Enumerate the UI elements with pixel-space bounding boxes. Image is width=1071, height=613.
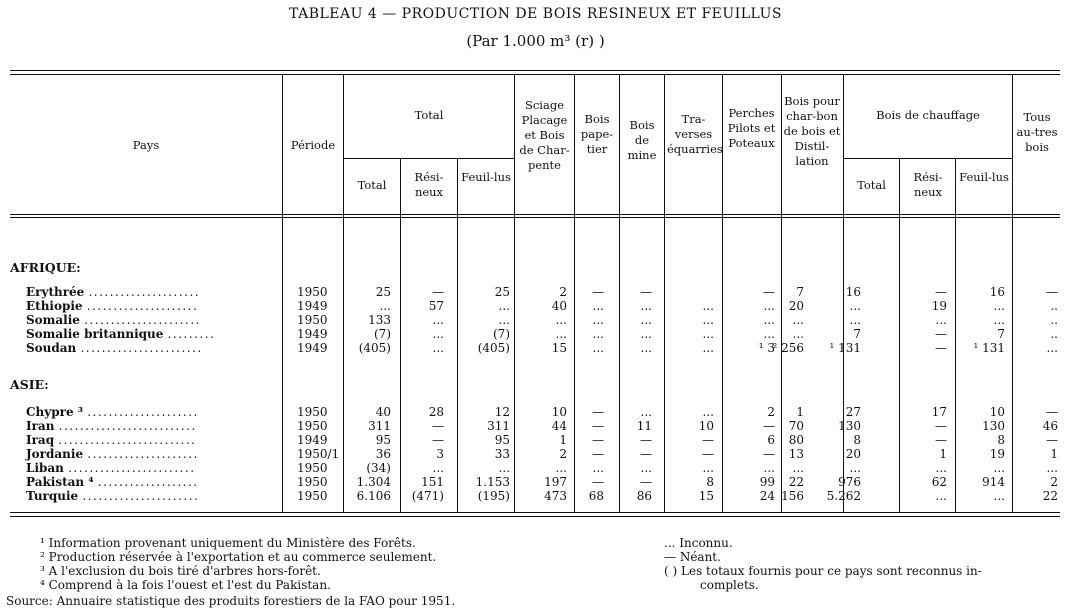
- table-cell: ...: [702, 327, 714, 341]
- table-cell: 46: [1042, 419, 1058, 433]
- country-name: Iraq: [26, 433, 59, 447]
- table-cell: 151: [421, 475, 444, 489]
- table-cell: 2: [1050, 475, 1058, 489]
- table-cell: 27: [845, 405, 861, 419]
- table-cell: 7: [853, 327, 861, 341]
- table-cell: 10: [551, 405, 567, 419]
- row-periode: 1950: [297, 419, 328, 433]
- table-cell: 8: [853, 433, 861, 447]
- table-cell: ¹ 3: [758, 341, 775, 355]
- table-cell: 197: [544, 475, 567, 489]
- table-cell: ...: [935, 489, 947, 503]
- header-sciage: Sciage Placage et Bois de Char-pente: [519, 98, 570, 172]
- table-cell: —: [935, 327, 947, 341]
- country-name: Jordanie: [26, 447, 88, 461]
- table-cell: ...: [1046, 341, 1058, 355]
- col-sep: [781, 74, 782, 512]
- table-cell: —: [432, 285, 444, 299]
- table-cell: 25: [494, 285, 510, 299]
- table-cell: 86: [636, 489, 652, 503]
- table-cell: (7): [374, 327, 391, 341]
- table-cell: 6: [767, 433, 775, 447]
- header-ch-total: Total: [857, 178, 886, 192]
- table-cell: ...: [763, 313, 775, 327]
- table-cell: 6.106: [356, 489, 391, 503]
- table-cell: —: [592, 419, 604, 433]
- leader-dots: .....................: [88, 285, 201, 299]
- col-sep: [619, 74, 620, 512]
- table-cell: 12: [494, 405, 510, 419]
- table-cell: 3: [436, 447, 444, 461]
- table-cell: 15: [551, 341, 567, 355]
- footnote: ² Production réservée à l'exportation et au commerce seulement.: [40, 550, 437, 564]
- header-feuillus: Feuil-lus: [461, 170, 511, 184]
- table-cell: ...: [640, 405, 652, 419]
- table-cell: 95: [494, 433, 510, 447]
- table-cell: ¹ 131: [829, 341, 861, 355]
- section-heading: ASIE:: [10, 377, 49, 392]
- table-cell: 2: [767, 405, 775, 419]
- table-cell: —: [592, 447, 604, 461]
- table-cell: —: [432, 419, 444, 433]
- table-cell: ...: [640, 461, 652, 475]
- header-perches: Perches Pilots et Poteaux: [727, 106, 776, 150]
- table-cell: 13: [788, 447, 804, 461]
- table-cell: ...: [432, 341, 444, 355]
- header-total-group: Total: [414, 108, 444, 122]
- row-country: [26, 475, 199, 489]
- table-cell: ...: [763, 327, 775, 341]
- table-cell: 130: [838, 419, 861, 433]
- table-cell: —: [702, 433, 714, 447]
- table-cell: —: [640, 285, 652, 299]
- row-periode: 1949: [297, 327, 328, 341]
- table-cell: (34): [366, 461, 391, 475]
- table-cell: 24: [759, 489, 775, 503]
- table-cell: 2: [559, 285, 567, 299]
- table-cell: ...: [592, 313, 604, 327]
- table-cell: ...: [498, 461, 510, 475]
- table-cell: 22: [1042, 489, 1058, 503]
- leader-dots: ......................: [82, 489, 200, 503]
- table-cell: 8: [706, 475, 714, 489]
- table-cell: 40: [551, 299, 567, 313]
- legend-item: complets.: [700, 578, 759, 592]
- table-cell: ...: [1046, 461, 1058, 475]
- leader-dots: ......................: [84, 313, 201, 327]
- country-name: Chypre ³: [26, 405, 88, 419]
- col-sep: [955, 158, 956, 512]
- table-cell: 10: [989, 405, 1005, 419]
- row-country: [26, 489, 199, 503]
- table-cell: ...: [432, 313, 444, 327]
- leader-dots: .......................: [80, 341, 203, 355]
- table-cell: 976: [838, 475, 861, 489]
- table-cell: ...: [379, 299, 391, 313]
- legend-item: ... Inconnu.: [664, 536, 733, 550]
- rule-bottom-1: [10, 512, 1060, 513]
- country-name: Liban: [26, 461, 69, 475]
- header-charbon: Bois pour char-bon de bois et Distil-lation: [783, 94, 841, 168]
- rule-total-group: [343, 158, 514, 159]
- table-cell: ...: [702, 299, 714, 313]
- table-cell: 7: [997, 327, 1005, 341]
- table-cell: ...: [432, 327, 444, 341]
- country-name: Ethiopie: [26, 299, 87, 313]
- table-cell: ...: [935, 461, 947, 475]
- table-cell: 11: [636, 419, 652, 433]
- legend-item: — Néant.: [664, 550, 721, 564]
- table-cell: ...: [792, 313, 804, 327]
- table-cell: ...: [792, 461, 804, 475]
- table-cell: 19: [989, 447, 1005, 461]
- table-cell: —: [702, 447, 714, 461]
- table-cell: ...: [555, 461, 567, 475]
- country-name: Somalie: [26, 313, 85, 327]
- table-cell: (471): [411, 489, 444, 503]
- row-country: [26, 405, 199, 419]
- table-cell: 16: [989, 285, 1005, 299]
- table-cell: ...: [555, 313, 567, 327]
- table-cell: ...: [592, 327, 604, 341]
- header-mine: Bois de mine: [627, 118, 657, 162]
- footnote: ³ A l'exclusion du bois tiré d'arbres hors-forêt.: [40, 564, 321, 578]
- table-cell: 133: [368, 313, 391, 327]
- table-cell: 914: [982, 475, 1005, 489]
- table-cell: ...: [498, 299, 510, 313]
- rule-top-2: [10, 74, 1060, 75]
- col-sep: [664, 74, 665, 512]
- table-cell: —: [640, 433, 652, 447]
- table-cell: ...: [702, 405, 714, 419]
- row-country: [26, 313, 201, 327]
- table-cell: 1: [559, 433, 567, 447]
- table-cell: ...: [993, 461, 1005, 475]
- table-cell: —: [763, 285, 775, 299]
- row-periode: 1950: [297, 313, 328, 327]
- table-cell: ...: [592, 341, 604, 355]
- table-cell: ...: [792, 327, 804, 341]
- col-sep: [843, 74, 844, 512]
- leader-dots: .....................: [87, 405, 199, 419]
- table-cell: ...: [993, 299, 1005, 313]
- table-cell: ¹ 131: [973, 341, 1005, 355]
- table-cell: 95: [375, 433, 391, 447]
- section-heading: AFRIQUE:: [10, 260, 81, 275]
- table-cell: 62: [931, 475, 947, 489]
- table-cell: 22: [788, 475, 804, 489]
- row-periode: 1949: [297, 341, 328, 355]
- table-cell: —: [640, 475, 652, 489]
- table-cell: 5.262: [826, 489, 861, 503]
- table-cell: 473: [544, 489, 567, 503]
- header-resineux: Rési-neux: [414, 170, 444, 199]
- table-cell: —: [763, 419, 775, 433]
- table-cell: ...: [640, 299, 652, 313]
- table-cell: 20: [845, 447, 861, 461]
- table-cell: —: [432, 433, 444, 447]
- table-cell: ² 256: [772, 341, 804, 355]
- table-cell: 28: [428, 405, 444, 419]
- table-cell: (195): [477, 489, 510, 503]
- table-title: TABLEAU 4 — PRODUCTION DE BOIS RESINEUX ET FEUILLUS: [289, 6, 782, 22]
- table-cell: 57: [428, 299, 444, 313]
- table-cell: (405): [477, 341, 510, 355]
- table-cell: —: [763, 447, 775, 461]
- header-ch-feuillus: Feuil-lus: [959, 170, 1009, 184]
- country-name: Turquie: [26, 489, 83, 503]
- row-country: [26, 461, 196, 475]
- table-cell: ...: [993, 313, 1005, 327]
- table-cell: —: [1046, 405, 1058, 419]
- table-cell: 36: [375, 447, 391, 461]
- table-cell: —: [1046, 285, 1058, 299]
- table-cell: (405): [358, 341, 391, 355]
- leader-dots: ..........................: [58, 433, 197, 447]
- table-cell: ...: [432, 461, 444, 475]
- table-cell: ...: [702, 341, 714, 355]
- legend-item: ( ) Les totaux fournis pour ce pays sont reconnus in-: [664, 564, 982, 578]
- header-traverses: Tra-verses équarries: [667, 112, 723, 156]
- table-cell: ...: [555, 327, 567, 341]
- table-cell: ...: [640, 313, 652, 327]
- header-total: Total: [357, 178, 387, 192]
- table-cell: —: [592, 405, 604, 419]
- table-cell: ...: [498, 313, 510, 327]
- row-periode: 1950/1: [297, 447, 340, 461]
- table-cell: (7): [493, 327, 510, 341]
- rule-top-1: [10, 70, 1060, 71]
- rule-bottom-2: [10, 516, 1060, 517]
- table-cell: 1: [1050, 447, 1058, 461]
- table-cell: ...: [640, 327, 652, 341]
- row-country: [26, 419, 197, 433]
- table-cell: 15: [698, 489, 714, 503]
- table-cell: ...: [592, 299, 604, 313]
- table-cell: 7: [796, 285, 804, 299]
- row-country: [26, 285, 200, 299]
- row-periode: 1950: [297, 475, 328, 489]
- table-cell: 8: [997, 433, 1005, 447]
- table-cell: 99: [759, 475, 775, 489]
- table-cell: —: [640, 447, 652, 461]
- table-cell: 2: [559, 447, 567, 461]
- row-country: [26, 341, 203, 355]
- row-periode: 1950: [297, 489, 328, 503]
- col-sep: [574, 74, 575, 512]
- table-cell: 70: [788, 419, 804, 433]
- table-cell: 19: [931, 299, 947, 313]
- country-name: Pakistan ⁴: [26, 475, 98, 489]
- leader-dots: ........................: [68, 461, 196, 475]
- table-cell: ...: [763, 461, 775, 475]
- table-cell: ...: [849, 313, 861, 327]
- table-cell: 1.304: [356, 475, 391, 489]
- table-cell: —: [592, 433, 604, 447]
- table-cell: 311: [368, 419, 391, 433]
- table-cell: 33: [494, 447, 510, 461]
- table-cell: 1: [939, 447, 947, 461]
- table-cell: 68: [588, 489, 604, 503]
- col-sep: [343, 74, 344, 512]
- row-periode: 1950: [297, 461, 328, 475]
- header-ch-resineux: Rési-neux: [913, 170, 943, 199]
- table-cell: ..: [1050, 327, 1058, 341]
- row-periode: 1950: [297, 405, 328, 419]
- table-cell: 311: [487, 419, 510, 433]
- col-sep: [722, 74, 723, 512]
- table-cell: ...: [592, 461, 604, 475]
- header-papetier: Bois pape-tier: [580, 112, 614, 156]
- table-cell: ...: [763, 299, 775, 313]
- rule-header-2: [10, 217, 1060, 218]
- row-periode: 1949: [297, 433, 328, 447]
- leader-dots: ..........................: [58, 419, 197, 433]
- leader-dots: ...................: [97, 475, 199, 489]
- table-cell: ...: [849, 461, 861, 475]
- table-cell: ..: [1050, 313, 1058, 327]
- table-cell: 80: [788, 433, 804, 447]
- row-periode: 1949: [297, 299, 328, 313]
- footnote: ⁴ Comprend à la fois l'ouest et l'est du Pakistan.: [40, 578, 331, 592]
- table-cell: 1: [796, 405, 804, 419]
- table-cell: 10: [698, 419, 714, 433]
- row-country: [26, 327, 215, 341]
- table-cell: ...: [935, 313, 947, 327]
- table-cell: —: [935, 341, 947, 355]
- rule-chauffage-group: [843, 158, 1012, 159]
- table-cell: 156: [781, 489, 804, 503]
- col-sep: [899, 158, 900, 512]
- row-periode: 1950: [297, 285, 328, 299]
- table-cell: —: [935, 419, 947, 433]
- source-note: Source: Annuaire statistique des produits forestiers de la FAO pour 1951.: [6, 594, 456, 608]
- table-cell: 44: [551, 419, 567, 433]
- header-chauffage-group: Bois de chauffage: [876, 108, 980, 122]
- table-cell: ...: [640, 341, 652, 355]
- country-name: Erythrée: [26, 285, 89, 299]
- table-cell: 16: [845, 285, 861, 299]
- table-cell: 130: [982, 419, 1005, 433]
- country-name: Somalie britannique: [26, 327, 168, 341]
- leader-dots: .........: [167, 327, 216, 341]
- col-sep: [1012, 74, 1013, 512]
- row-country: [26, 433, 196, 447]
- leader-dots: .....................: [87, 447, 199, 461]
- table-cell: 40: [375, 405, 391, 419]
- header-autres: Tous au-tres bois: [1016, 110, 1058, 154]
- table-cell: —: [935, 433, 947, 447]
- table-cell: 20: [788, 299, 804, 313]
- col-sep: [514, 74, 515, 512]
- table-cell: 25: [375, 285, 391, 299]
- table-cell: —: [592, 285, 604, 299]
- table-cell: —: [935, 285, 947, 299]
- row-country: [26, 447, 199, 461]
- country-name: Iran: [26, 419, 59, 433]
- table-cell: 1.153: [475, 475, 510, 489]
- table-cell: —: [1046, 433, 1058, 447]
- rule-header-1: [10, 214, 1060, 215]
- footnote: ¹ Information provenant uniquement du Ministère des Forêts.: [40, 536, 416, 550]
- table-cell: ...: [702, 461, 714, 475]
- col-sep: [400, 158, 401, 512]
- table-cell: ...: [849, 299, 861, 313]
- table-cell: ...: [702, 313, 714, 327]
- table-cell: ...: [993, 489, 1005, 503]
- table-cell: 17: [931, 405, 947, 419]
- col-sep: [457, 158, 458, 512]
- header-pays: Pays: [132, 138, 160, 152]
- header-periode: Période: [290, 138, 336, 152]
- table-subtitle: (Par 1.000 m³ (r) ): [466, 32, 605, 50]
- table-cell: —: [592, 475, 604, 489]
- row-country: [26, 299, 198, 313]
- table-cell: ..: [1050, 299, 1058, 313]
- country-name: Soudan: [26, 341, 81, 355]
- leader-dots: .....................: [86, 299, 199, 313]
